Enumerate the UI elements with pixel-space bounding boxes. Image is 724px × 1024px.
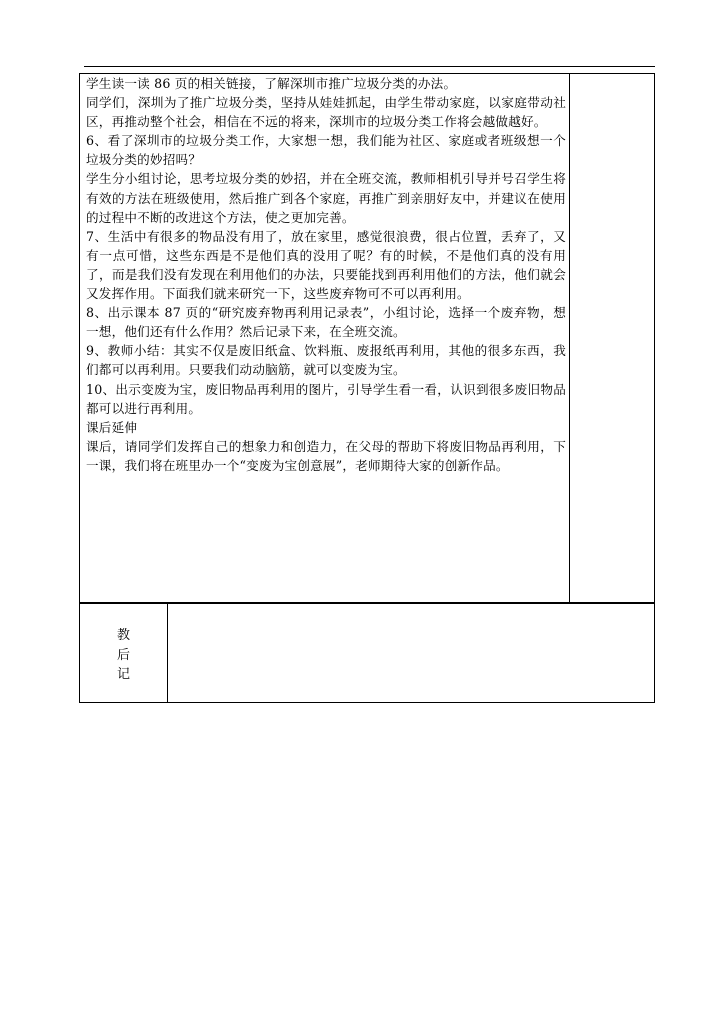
content-paragraph: 10、出示变废为宝，废旧物品再利用的图片，引导学生看一看，认识到很多废旧物品都可以进行再利用。	[86, 381, 566, 416]
content-paragraph: 学生读一读 86 页的相关链接，了解深圳市推广垃圾分类的办法。	[86, 76, 457, 91]
lesson-content-table	[79, 73, 655, 603]
reflection-label-char: 教	[116, 628, 130, 643]
reflection-label	[80, 626, 167, 685]
content-paragraph: 9、教师小结：其实不仅是废旧纸盒、饮料瓶、废报纸再利用，其他的很多东西，我们都可以再利用。只要我们动动脑筋，就可以变废为宝。	[86, 343, 566, 378]
reflection-label-char: 记	[116, 667, 130, 682]
lesson-content	[86, 74, 566, 475]
reflection-label-char: 后	[116, 647, 130, 663]
content-paragraph: 学生分小组讨论，思考垃圾分类的妙招，并在全班交流，教师相机引导并号召学生将有效的方法在班级使用，然后推广到各个家庭，再推广到亲朋好友中，并建议在使用的过程中不断的改进这个方法，使之更加完善。	[86, 171, 566, 225]
content-paragraph: 同学们，深圳为了推广垃圾分类，坚持从娃娃抓起，由学生带动家庭，以家庭带动社区，再推动整个社会，相信在不远的将来，深圳市的垃圾分类工作将会越做越好。	[86, 95, 566, 130]
content-paragraph: 8、出示课本 87 页的“研究废弃物再利用记录表”，小组讨论，选择一个废弃物，想一想，他们还有什么作用？然后记录下来，在全班交流。	[86, 305, 566, 340]
reflection-column-divider	[167, 604, 168, 702]
section-heading: 课后延伸	[86, 419, 138, 435]
reflection-table	[79, 603, 655, 703]
content-paragraph: 7、生活中有很多的物品没有用了，放在家里，感觉很浪费，很占位置，丢弃了，又有一点可惜，这些东西是不是他们真的没用了呢？有的时候，不是他们真的没有用了，而是我们没有发现在利用他们的办法，只要能找到再利用他们的方法，他们就会又发挥作用。下面我们就来研究一下，这些废弃物可不可以再利用。	[86, 228, 566, 302]
notes-column-divider	[569, 74, 570, 602]
content-paragraph: 6、看了深圳市的垃圾分类工作，大家想一想，我们能为社区、家庭或者班级想一个垃圾分类的妙招吗？	[86, 133, 566, 168]
header-rule	[84, 66, 655, 67]
content-paragraph: 课后，请同学们发挥自己的想象力和创造力，在父母的帮助下将废旧物品再利用，下一课，我们将在班里办一个“变废为宝创意展”，老师期待大家的创新作品。	[86, 438, 566, 473]
